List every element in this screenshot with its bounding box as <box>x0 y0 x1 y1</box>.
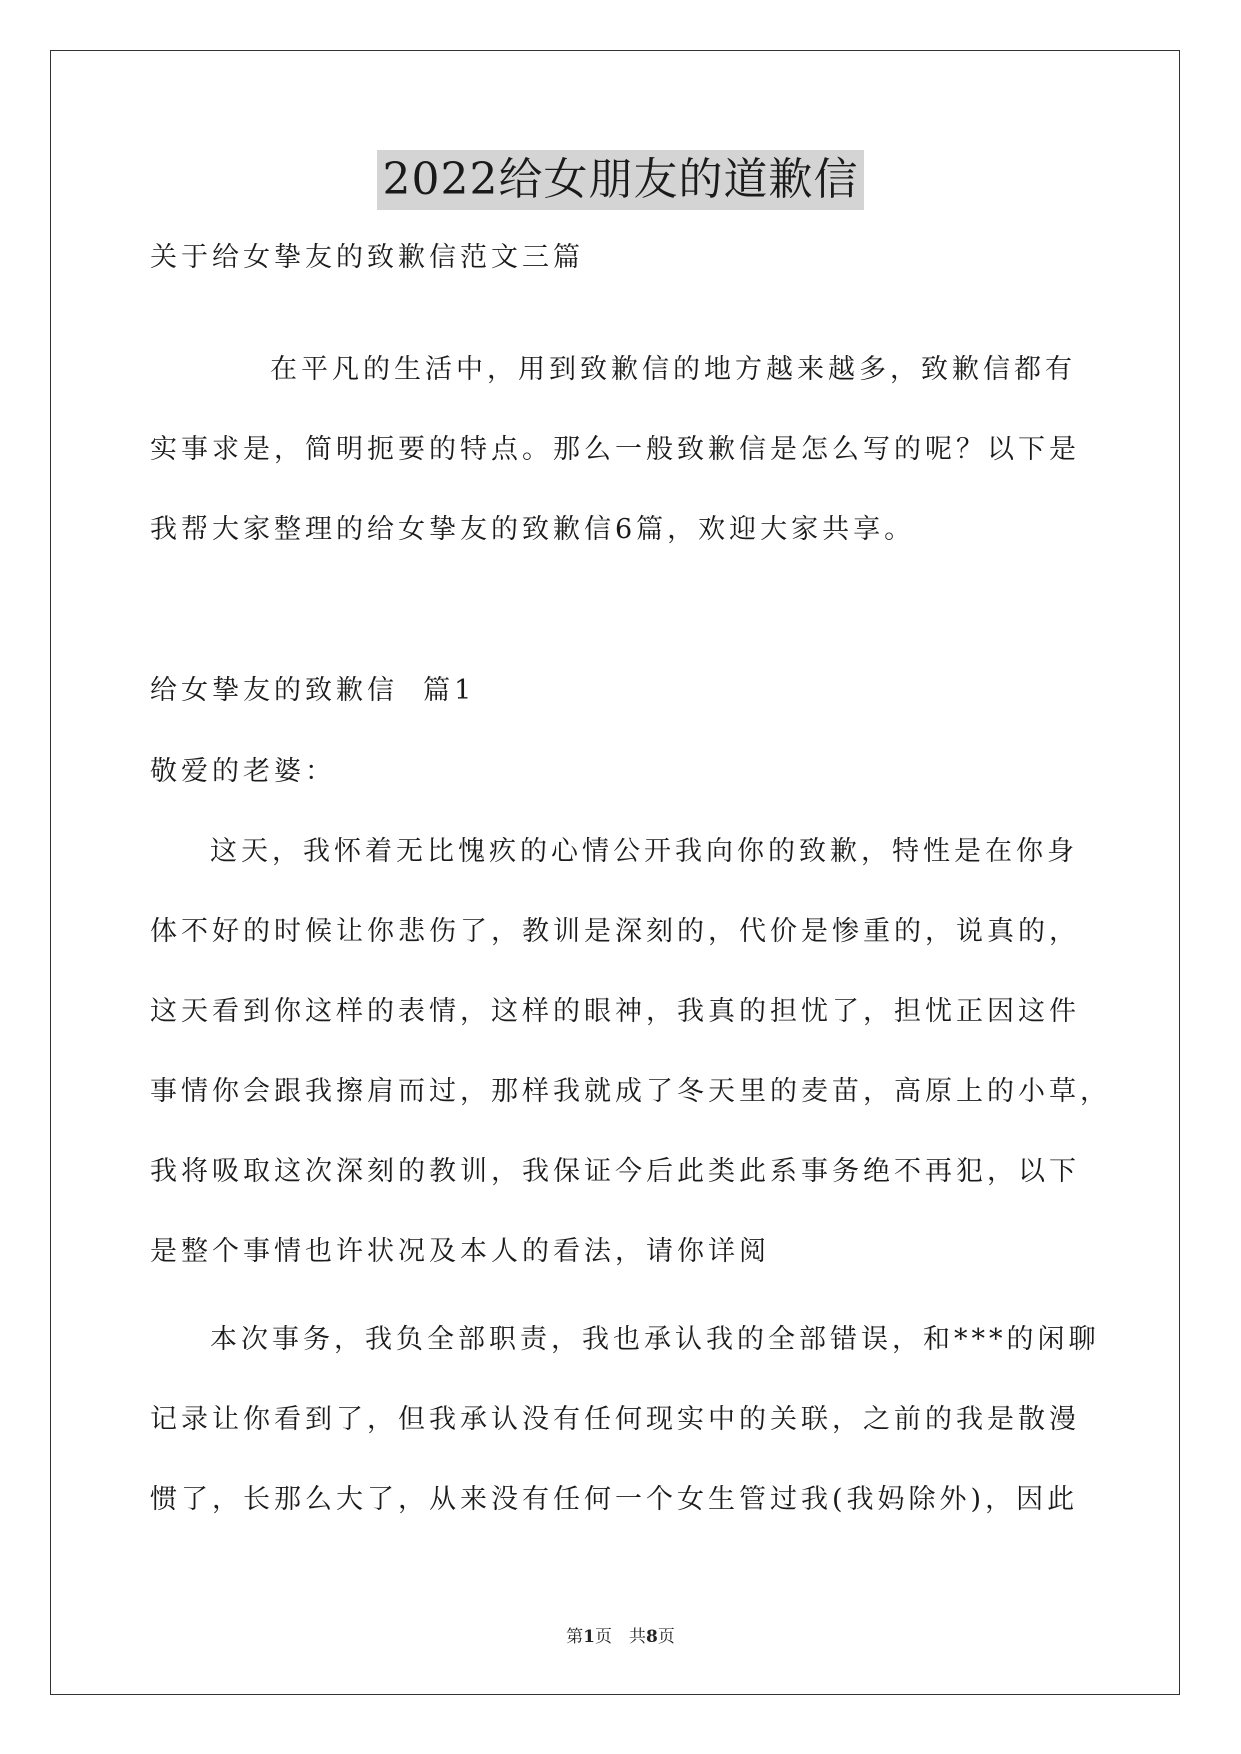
total-pages-number: 8 <box>646 1627 658 1647</box>
subtitle-line: 关于给女挚友的致歉信范文三篇 <box>150 242 584 273</box>
intro-line: 在平凡的生活中，用到致歉信的地方越来越多，致歉信都有 <box>270 354 1076 385</box>
paragraph-line: 体不好的时候让你悲伤了，教训是深刻的，代价是惨重的，说真的， <box>150 916 1080 947</box>
salutation <box>150 732 1090 812</box>
paragraph-line: 这天，我怀着无比愧疚的心情公开我向你的致歉，特性是在你身 <box>210 836 1078 867</box>
footer-prefix: 第 <box>566 1627 584 1647</box>
footer-middle: 页 共 <box>595 1627 646 1647</box>
paragraph-line: 我将吸取这次深刻的教训，我保证今后此类此系事务绝不再犯，以下 <box>150 1156 1080 1187</box>
paragraph-line: 这天看到你这样的表情，这样的眼神，我真的担忧了，担忧正因这件 <box>150 996 1080 1027</box>
section-heading-text: 给女挚友的致歉信 篇1 <box>150 675 476 706</box>
paragraph-line: 惯了，长那么大了，从来没有任何一个女生管过我(我妈除外)，因此 <box>150 1484 1079 1515</box>
section-heading <box>150 651 1090 731</box>
title-wrap <box>0 150 1241 210</box>
page-footer <box>0 1622 1241 1647</box>
intro-line: 我帮大家整理的给女挚友的致歉信6篇，欢迎大家共享。 <box>150 514 916 545</box>
paragraph-line: 是整个事情也许状况及本人的看法，请你详阅 <box>150 1236 770 1267</box>
paragraph-line: 本次事务，我负全部职责，我也承认我的全部错误，和***的闲聊 <box>210 1324 1100 1355</box>
paragraph-line: 事情你会跟我擦肩而过，那样我就成了冬天里的麦苗，高原上的小草， <box>150 1076 1111 1107</box>
intro-paragraph <box>150 330 1090 570</box>
intro-line: 实事求是，简明扼要的特点。那么一般致歉信是怎么写的呢？以下是 <box>150 434 1080 465</box>
paragraph-1 <box>150 812 1111 1292</box>
paragraph-2 <box>150 1300 1100 1540</box>
document-subtitle <box>150 218 1090 298</box>
current-page-number: 1 <box>583 1627 595 1647</box>
footer-suffix: 页 <box>657 1627 675 1647</box>
paragraph-line: 记录让你看到了，但我承认没有任何现实中的关联，之前的我是散漫 <box>150 1404 1080 1435</box>
document-title: 2022给女朋友的道歉信 <box>377 150 865 210</box>
salutation-text: 敬爱的老婆： <box>150 756 336 787</box>
